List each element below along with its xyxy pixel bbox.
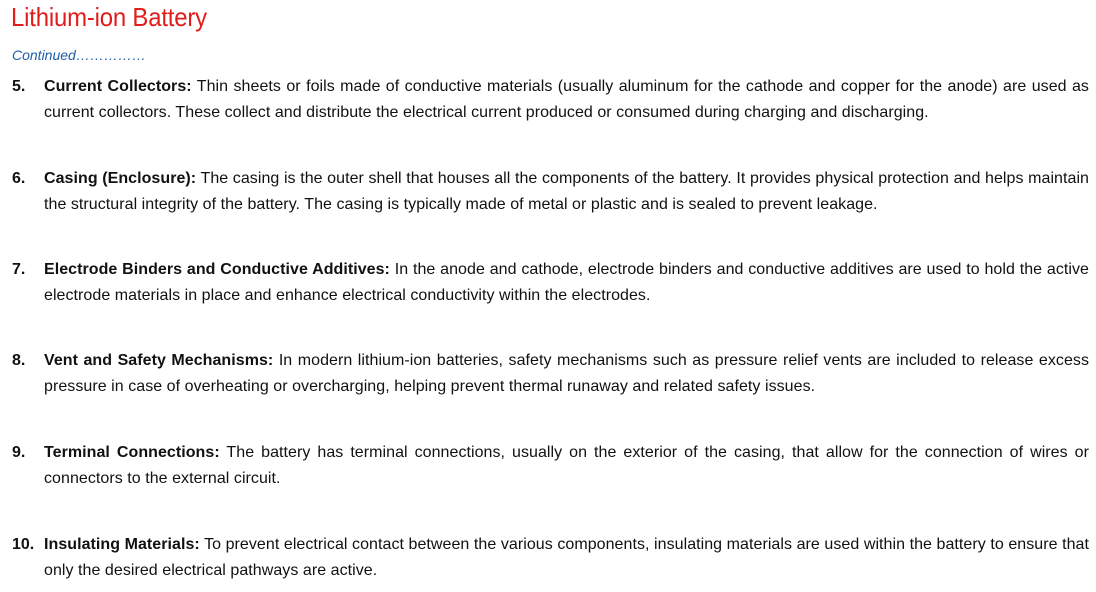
item-number: 5. (12, 78, 26, 95)
item-term: Terminal Connections: (44, 444, 220, 461)
continued-note: Continued…………… (12, 47, 146, 63)
item-number: 7. (12, 261, 26, 278)
item-term: Insulating Materials: (44, 536, 200, 553)
item-description: In modern lithium-ion batteries, safety mechanisms such as pressure relief vents are included to release excess pressure in case of overheating or overcharging, helping prevent thermal runaway and related safety issues. (44, 352, 1090, 395)
item-text (44, 348, 1089, 400)
item-term: Current Collectors: (44, 78, 192, 95)
item-text (44, 532, 1089, 584)
item-number: 8. (12, 352, 26, 369)
item-number: 9. (12, 444, 26, 461)
item-text (44, 166, 1089, 218)
item-term: Electrode Binders and Conductive Additives: (44, 261, 390, 278)
item-number: 6. (12, 170, 26, 187)
item-text (44, 440, 1089, 492)
item-text (44, 74, 1089, 126)
item-text (44, 257, 1089, 309)
item-description: The casing is the outer shell that houses all the components of the battery. It provides physical protection and helps maintain the structural integrity of the battery. The casing is typically made of metal or plastic and is sealed to prevent leakage. (44, 170, 1089, 213)
item-description: Thin sheets or foils made of conductive materials (usually aluminum for the cathode and copper for the anode) are used as current collectors. These collect and distribute the electrical current produced or consumed during charging and discharging. (44, 78, 1089, 121)
item-term: Casing (Enclosure): (44, 170, 197, 187)
item-description: To prevent electrical contact between the various components, insulating materials are used within the battery to ensure that only the desired electrical pathways are active. (44, 536, 1089, 579)
document-title: Lithium-ion Battery (11, 2, 207, 32)
item-term: Vent and Safety Mechanisms: (44, 352, 274, 369)
item-description: The battery has terminal connections, usually on the exterior of the casing, that allow for the connection of wires or connectors to the external circuit. (44, 444, 1089, 487)
item-number: 10. (12, 536, 35, 553)
item-description: In the anode and cathode, electrode binders and conductive additives are used to hold the active electrode materials in place and enhance electrical conductivity within the electrodes. (44, 261, 1089, 304)
